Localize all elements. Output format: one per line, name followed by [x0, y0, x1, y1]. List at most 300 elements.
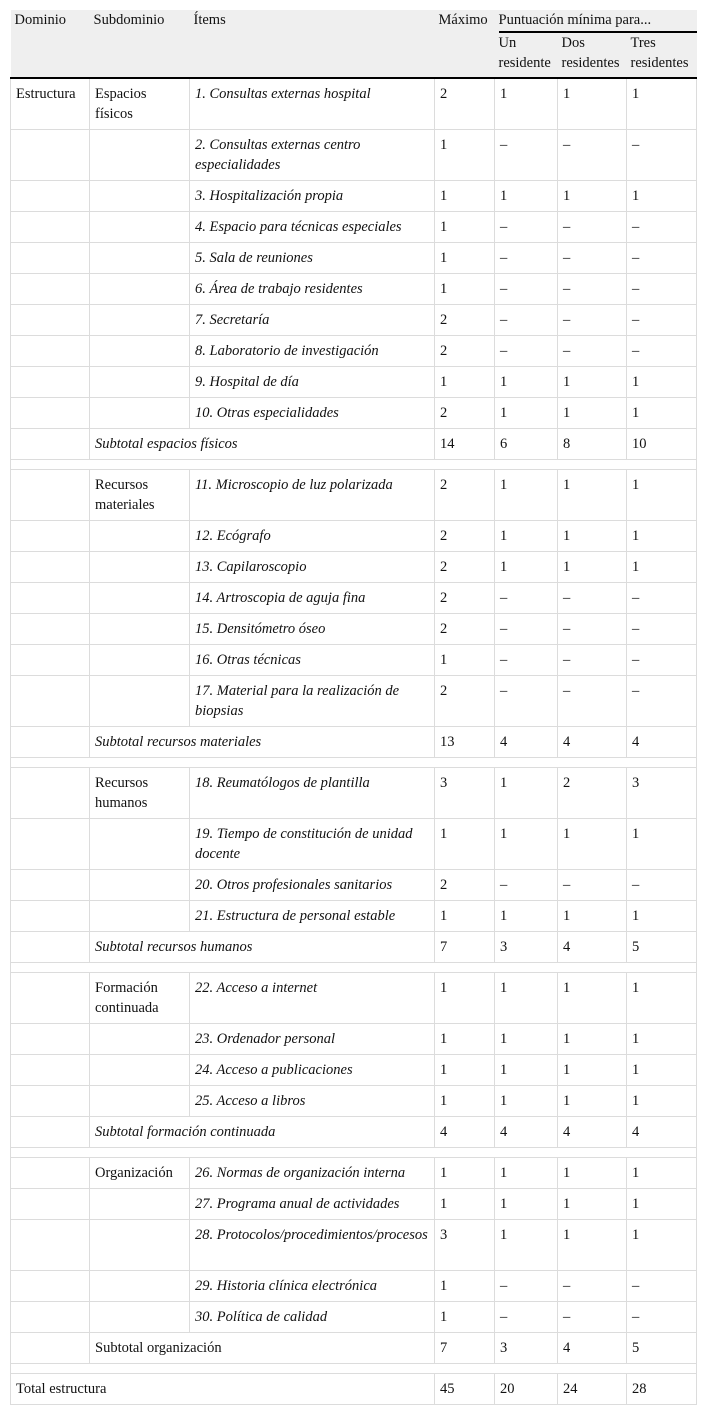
- tres-residentes-cell: –: [627, 130, 697, 181]
- subtotal-dos: 4: [558, 932, 627, 963]
- subtotal-row: [11, 1333, 697, 1364]
- subtotal-tres: 5: [627, 1333, 697, 1364]
- tres-residentes-cell: –: [627, 645, 697, 676]
- subtotal-label: Subtotal formación continuada: [90, 1117, 435, 1148]
- table-row: [11, 645, 697, 676]
- table-row: [11, 1302, 697, 1333]
- subtotal-row: [11, 1117, 697, 1148]
- un-residente-cell: –: [495, 583, 558, 614]
- subdominio-cell: [90, 1189, 190, 1220]
- tres-residentes-cell: 1: [627, 819, 697, 870]
- subtotal-row: [11, 727, 697, 758]
- un-residente-cell: –: [495, 212, 558, 243]
- tres-residentes-cell: 1: [627, 552, 697, 583]
- subtotal-dos: 4: [558, 727, 627, 758]
- dos-residentes-cell: –: [558, 645, 627, 676]
- table-row: [11, 614, 697, 645]
- dominio-cell: [11, 1158, 90, 1189]
- subdominio-cell: [90, 336, 190, 367]
- table-row: [11, 243, 697, 274]
- dominio-cell: [11, 727, 90, 758]
- un-residente-cell: –: [495, 243, 558, 274]
- item-cell: 13. Capilaroscopio: [190, 552, 435, 583]
- dominio-cell: [11, 398, 90, 429]
- subdominio-cell: [90, 212, 190, 243]
- table-row: [11, 973, 697, 1024]
- un-residente-cell: –: [495, 645, 558, 676]
- max-cell: 2: [435, 398, 495, 429]
- subtotal-label: Subtotal recursos materiales: [90, 727, 435, 758]
- item-cell: 6. Área de trabajo residentes: [190, 274, 435, 305]
- item-cell: 12. Ecógrafo: [190, 521, 435, 552]
- dos-residentes-cell: 1: [558, 1158, 627, 1189]
- dos-residentes-cell: 1: [558, 1086, 627, 1117]
- table-header: [11, 10, 697, 78]
- tres-residentes-cell: 1: [627, 470, 697, 521]
- dominio-cell: [11, 552, 90, 583]
- table-row: [11, 1220, 697, 1271]
- item-cell: 30. Política de calidad: [190, 1302, 435, 1333]
- item-cell: 14. Artroscopia de aguja fina: [190, 583, 435, 614]
- dominio-cell: [11, 645, 90, 676]
- dominio-cell: [11, 243, 90, 274]
- item-cell: 18. Reumatólogos de plantilla: [190, 768, 435, 819]
- subdominio-cell: [90, 901, 190, 932]
- table-row: [11, 367, 697, 398]
- total-un: 20: [495, 1374, 558, 1405]
- un-residente-cell: –: [495, 614, 558, 645]
- item-cell: 16. Otras técnicas: [190, 645, 435, 676]
- subtotal-label: Subtotal espacios físicos: [90, 429, 435, 460]
- table-row: [11, 552, 697, 583]
- scoring-table: [10, 10, 697, 1405]
- item-cell: 1. Consultas externas hospital: [190, 78, 435, 130]
- subdominio-cell: [90, 870, 190, 901]
- tres-residentes-cell: 1: [627, 367, 697, 398]
- table-row: [11, 212, 697, 243]
- dominio-cell: [11, 1333, 90, 1364]
- item-cell: 17. Material para la realización de biopsias: [190, 676, 435, 727]
- subdominio-cell: [90, 1302, 190, 1333]
- tres-residentes-cell: –: [627, 336, 697, 367]
- dos-residentes-cell: –: [558, 274, 627, 305]
- max-cell: 1: [435, 1158, 495, 1189]
- dominio-cell: [11, 1024, 90, 1055]
- tres-residentes-cell: –: [627, 614, 697, 645]
- dos-residentes-cell: 1: [558, 819, 627, 870]
- item-cell: 20. Otros profesionales sanitarios: [190, 870, 435, 901]
- spacer-row: [11, 460, 697, 470]
- spacer-cell: [11, 963, 697, 973]
- dos-residentes-cell: –: [558, 1271, 627, 1302]
- un-residente-cell: 1: [495, 367, 558, 398]
- tres-residentes-cell: 1: [627, 1055, 697, 1086]
- max-cell: 2: [435, 552, 495, 583]
- item-cell: 23. Ordenador personal: [190, 1024, 435, 1055]
- dominio-cell: [11, 367, 90, 398]
- un-residente-cell: 1: [495, 78, 558, 130]
- dos-residentes-cell: –: [558, 336, 627, 367]
- subtotal-max: 7: [435, 932, 495, 963]
- header-tres-residentes: Tres residentes: [627, 33, 697, 78]
- subdominio-cell: [90, 398, 190, 429]
- dos-residentes-cell: –: [558, 130, 627, 181]
- subdominio-cell: Formación continuada: [90, 973, 190, 1024]
- dos-residentes-cell: –: [558, 583, 627, 614]
- un-residente-cell: 1: [495, 819, 558, 870]
- dos-residentes-cell: 1: [558, 367, 627, 398]
- table-row: [11, 901, 697, 932]
- header-puntuacion-minima: [495, 10, 697, 33]
- subtotal-max: 13: [435, 727, 495, 758]
- item-cell: 24. Acceso a publicaciones: [190, 1055, 435, 1086]
- subtotal-tres: 4: [627, 727, 697, 758]
- item-cell: 9. Hospital de día: [190, 367, 435, 398]
- subtotal-max: 7: [435, 1333, 495, 1364]
- dos-residentes-cell: –: [558, 212, 627, 243]
- item-cell: 22. Acceso a internet: [190, 973, 435, 1024]
- un-residente-cell: 1: [495, 901, 558, 932]
- dos-residentes-cell: 1: [558, 181, 627, 212]
- tres-residentes-cell: 3: [627, 768, 697, 819]
- tres-residentes-cell: 1: [627, 973, 697, 1024]
- max-cell: 1: [435, 901, 495, 932]
- max-cell: 1: [435, 212, 495, 243]
- dos-residentes-cell: 1: [558, 901, 627, 932]
- table-row: [11, 676, 697, 727]
- dominio-cell: [11, 336, 90, 367]
- subdominio-cell: [90, 1086, 190, 1117]
- table-row: [11, 274, 697, 305]
- dominio-cell: [11, 583, 90, 614]
- dos-residentes-cell: 1: [558, 1024, 627, 1055]
- spacer-cell: [11, 460, 697, 470]
- max-cell: 2: [435, 336, 495, 367]
- dos-residentes-cell: –: [558, 676, 627, 727]
- item-cell: 10. Otras especialidades: [190, 398, 435, 429]
- tres-residentes-cell: 1: [627, 398, 697, 429]
- item-cell: 3. Hospitalización propia: [190, 181, 435, 212]
- scoring-table-container: [10, 10, 696, 1405]
- tres-residentes-cell: 1: [627, 1024, 697, 1055]
- spacer-row: [11, 1364, 697, 1374]
- table-row: [11, 1055, 697, 1086]
- un-residente-cell: –: [495, 130, 558, 181]
- dos-residentes-cell: –: [558, 1302, 627, 1333]
- dos-residentes-cell: –: [558, 243, 627, 274]
- subdominio-cell: [90, 274, 190, 305]
- max-cell: 1: [435, 243, 495, 274]
- item-cell: 28. Protocolos/procedimientos/procesos: [190, 1220, 435, 1271]
- max-cell: 1: [435, 1189, 495, 1220]
- subdominio-cell: Organización: [90, 1158, 190, 1189]
- max-cell: 2: [435, 583, 495, 614]
- subtotal-row: [11, 932, 697, 963]
- item-cell: 29. Historia clínica electrónica: [190, 1271, 435, 1302]
- item-cell: 15. Densitómetro óseo: [190, 614, 435, 645]
- dos-residentes-cell: –: [558, 614, 627, 645]
- subdominio-cell: [90, 243, 190, 274]
- subtotal-dos: 8: [558, 429, 627, 460]
- dominio-cell: [11, 1086, 90, 1117]
- max-cell: 1: [435, 1024, 495, 1055]
- dos-residentes-cell: 1: [558, 973, 627, 1024]
- header-items: Ítems: [190, 10, 435, 78]
- dos-residentes-cell: 1: [558, 470, 627, 521]
- dominio-cell: [11, 212, 90, 243]
- subtotal-un: 3: [495, 1333, 558, 1364]
- table-row: [11, 78, 697, 130]
- subdominio-cell: [90, 1271, 190, 1302]
- item-cell: 8. Laboratorio de investigación: [190, 336, 435, 367]
- subtotal-tres: 4: [627, 1117, 697, 1148]
- subdominio-cell: [90, 181, 190, 212]
- tres-residentes-cell: –: [627, 870, 697, 901]
- spacer-row: [11, 758, 697, 768]
- total-max: 45: [435, 1374, 495, 1405]
- table-row: [11, 768, 697, 819]
- max-cell: 1: [435, 274, 495, 305]
- tres-residentes-cell: 1: [627, 1086, 697, 1117]
- subtotal-max: 14: [435, 429, 495, 460]
- max-cell: 3: [435, 1220, 495, 1271]
- header-dominio: Dominio: [11, 10, 90, 78]
- item-cell: 7. Secretaría: [190, 305, 435, 336]
- item-cell: 5. Sala de reuniones: [190, 243, 435, 274]
- un-residente-cell: 1: [495, 1158, 558, 1189]
- max-cell: 1: [435, 1086, 495, 1117]
- max-cell: 2: [435, 470, 495, 521]
- dominio-cell: [11, 1271, 90, 1302]
- table-row: [11, 1086, 697, 1117]
- subdominio-cell: [90, 645, 190, 676]
- dominio-cell: [11, 274, 90, 305]
- un-residente-cell: 1: [495, 398, 558, 429]
- spacer-row: [11, 1148, 697, 1158]
- table-row: [11, 470, 697, 521]
- un-residente-cell: 1: [495, 1220, 558, 1271]
- table-row: [11, 181, 697, 212]
- un-residente-cell: –: [495, 1271, 558, 1302]
- total-dos: 24: [558, 1374, 627, 1405]
- subdominio-cell: [90, 614, 190, 645]
- un-residente-cell: 1: [495, 1055, 558, 1086]
- table-row: [11, 336, 697, 367]
- max-cell: 2: [435, 614, 495, 645]
- subdominio-cell: [90, 552, 190, 583]
- dominio-cell: [11, 932, 90, 963]
- dos-residentes-cell: 2: [558, 768, 627, 819]
- subdominio-cell: Recursos humanos: [90, 768, 190, 819]
- item-cell: 19. Tiempo de constitución de unidad docente: [190, 819, 435, 870]
- dominio-cell: [11, 614, 90, 645]
- tres-residentes-cell: 1: [627, 1189, 697, 1220]
- subdominio-cell: Recursos materiales: [90, 470, 190, 521]
- un-residente-cell: –: [495, 336, 558, 367]
- spacer-row: [11, 963, 697, 973]
- subdominio-cell: [90, 130, 190, 181]
- tres-residentes-cell: 1: [627, 901, 697, 932]
- tres-residentes-cell: 1: [627, 1220, 697, 1271]
- dos-residentes-cell: 1: [558, 552, 627, 583]
- total-tres: 28: [627, 1374, 697, 1405]
- table-row: [11, 870, 697, 901]
- un-residente-cell: –: [495, 676, 558, 727]
- max-cell: 1: [435, 130, 495, 181]
- max-cell: 2: [435, 676, 495, 727]
- tres-residentes-cell: –: [627, 676, 697, 727]
- dominio-cell: [11, 130, 90, 181]
- spacer-cell: [11, 1148, 697, 1158]
- subtotal-un: 4: [495, 727, 558, 758]
- subtotal-label: Subtotal organización: [90, 1333, 435, 1364]
- tres-residentes-cell: –: [627, 243, 697, 274]
- un-residente-cell: 1: [495, 1024, 558, 1055]
- un-residente-cell: –: [495, 1302, 558, 1333]
- spacer-cell: [11, 758, 697, 768]
- max-cell: 1: [435, 1055, 495, 1086]
- subdominio-cell: [90, 521, 190, 552]
- dominio-cell: Estructura: [11, 78, 90, 130]
- tres-residentes-cell: –: [627, 274, 697, 305]
- tres-residentes-cell: 1: [627, 181, 697, 212]
- subtotal-dos: 4: [558, 1117, 627, 1148]
- subdominio-cell: Espacios físicos: [90, 78, 190, 130]
- dominio-cell: [11, 676, 90, 727]
- subdominio-cell: [90, 1220, 190, 1271]
- item-cell: 21. Estructura de personal estable: [190, 901, 435, 932]
- subdominio-cell: [90, 1055, 190, 1086]
- dominio-cell: [11, 1189, 90, 1220]
- un-residente-cell: –: [495, 305, 558, 336]
- item-cell: 11. Microscopio de luz polarizada: [190, 470, 435, 521]
- max-cell: 2: [435, 78, 495, 130]
- dominio-cell: [11, 819, 90, 870]
- dos-residentes-cell: –: [558, 305, 627, 336]
- dominio-cell: [11, 470, 90, 521]
- header-un-residente: Un residente: [495, 33, 558, 78]
- subdominio-cell: [90, 305, 190, 336]
- subtotal-label: Subtotal recursos humanos: [90, 932, 435, 963]
- subdominio-cell: [90, 367, 190, 398]
- tres-residentes-cell: 1: [627, 1158, 697, 1189]
- header-puntuacion-label: Puntuación mínima para...: [499, 10, 697, 33]
- max-cell: 1: [435, 367, 495, 398]
- dos-residentes-cell: –: [558, 870, 627, 901]
- max-cell: 2: [435, 305, 495, 336]
- dominio-cell: [11, 973, 90, 1024]
- subtotal-tres: 10: [627, 429, 697, 460]
- subtotal-row: [11, 429, 697, 460]
- table-row: [11, 1271, 697, 1302]
- subdominio-cell: [90, 819, 190, 870]
- max-cell: 1: [435, 1271, 495, 1302]
- dominio-cell: [11, 429, 90, 460]
- dominio-cell: [11, 181, 90, 212]
- dominio-cell: [11, 1302, 90, 1333]
- un-residente-cell: 1: [495, 1189, 558, 1220]
- dominio-cell: [11, 521, 90, 552]
- dominio-cell: [11, 1220, 90, 1271]
- item-cell: 4. Espacio para técnicas especiales: [190, 212, 435, 243]
- subtotal-tres: 5: [627, 932, 697, 963]
- dos-residentes-cell: 1: [558, 78, 627, 130]
- subtotal-dos: 4: [558, 1333, 627, 1364]
- max-cell: 3: [435, 768, 495, 819]
- un-residente-cell: 1: [495, 470, 558, 521]
- max-cell: 1: [435, 181, 495, 212]
- header-subdominio: Subdominio: [90, 10, 190, 78]
- table-body: [11, 78, 697, 1405]
- table-row: [11, 1024, 697, 1055]
- total-row: [11, 1374, 697, 1405]
- dominio-cell: [11, 305, 90, 336]
- header-maximo: Máximo: [435, 10, 495, 78]
- subdominio-cell: [90, 583, 190, 614]
- table-row: [11, 1158, 697, 1189]
- dos-residentes-cell: 1: [558, 521, 627, 552]
- un-residente-cell: –: [495, 274, 558, 305]
- table-row: [11, 305, 697, 336]
- subdominio-cell: [90, 676, 190, 727]
- max-cell: 1: [435, 645, 495, 676]
- tres-residentes-cell: –: [627, 1271, 697, 1302]
- table-row: [11, 583, 697, 614]
- subtotal-max: 4: [435, 1117, 495, 1148]
- tres-residentes-cell: –: [627, 583, 697, 614]
- un-residente-cell: 1: [495, 181, 558, 212]
- max-cell: 2: [435, 870, 495, 901]
- tres-residentes-cell: 1: [627, 521, 697, 552]
- max-cell: 1: [435, 973, 495, 1024]
- dominio-cell: [11, 1055, 90, 1086]
- dos-residentes-cell: 1: [558, 1055, 627, 1086]
- table-row: [11, 398, 697, 429]
- tres-residentes-cell: 1: [627, 78, 697, 130]
- subdominio-cell: [90, 1024, 190, 1055]
- item-cell: 26. Normas de organización interna: [190, 1158, 435, 1189]
- subtotal-un: 3: [495, 932, 558, 963]
- un-residente-cell: –: [495, 870, 558, 901]
- item-cell: 2. Consultas externas centro especialidades: [190, 130, 435, 181]
- table-row: [11, 130, 697, 181]
- table-row: [11, 521, 697, 552]
- subtotal-un: 4: [495, 1117, 558, 1148]
- tres-residentes-cell: –: [627, 305, 697, 336]
- header-dos-residentes: Dos residentes: [558, 33, 627, 78]
- item-cell: 25. Acceso a libros: [190, 1086, 435, 1117]
- dominio-cell: [11, 768, 90, 819]
- un-residente-cell: 1: [495, 521, 558, 552]
- spacer-cell: [11, 1364, 697, 1374]
- total-label: Total estructura: [11, 1374, 435, 1405]
- dominio-cell: [11, 1117, 90, 1148]
- tres-residentes-cell: –: [627, 1302, 697, 1333]
- max-cell: 1: [435, 1302, 495, 1333]
- tres-residentes-cell: –: [627, 212, 697, 243]
- un-residente-cell: 1: [495, 973, 558, 1024]
- item-cell: 27. Programa anual de actividades: [190, 1189, 435, 1220]
- subtotal-un: 6: [495, 429, 558, 460]
- dos-residentes-cell: 1: [558, 398, 627, 429]
- dominio-cell: [11, 870, 90, 901]
- un-residente-cell: 1: [495, 768, 558, 819]
- un-residente-cell: 1: [495, 552, 558, 583]
- max-cell: 1: [435, 819, 495, 870]
- dos-residentes-cell: 1: [558, 1220, 627, 1271]
- dominio-cell: [11, 901, 90, 932]
- table-row: [11, 819, 697, 870]
